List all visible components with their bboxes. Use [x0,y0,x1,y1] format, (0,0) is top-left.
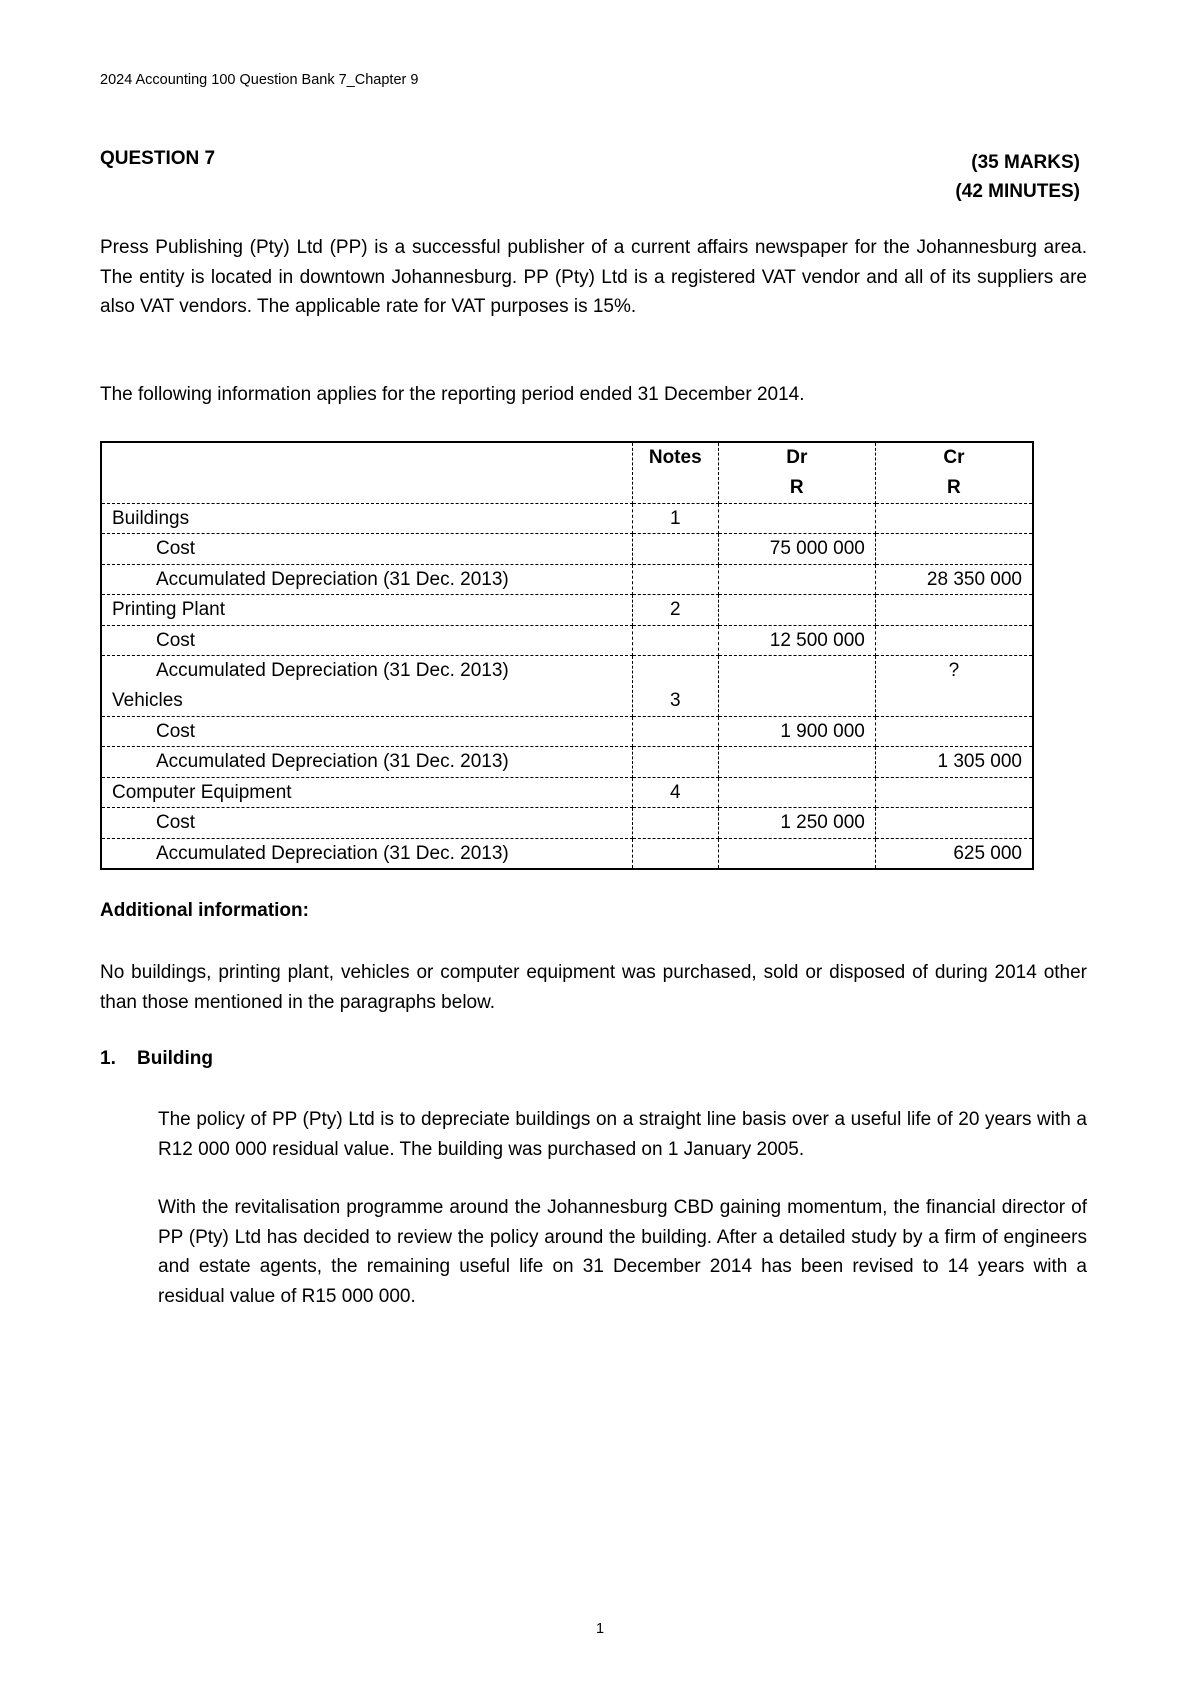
row-cr [875,777,1033,807]
building-revision-paragraph: With the revitalisation programme around the Johannesburg CBD gaining momentum, the financial director of PP (Pty) Ltd has decided to review the policy around the building. After a detailed study by a firm of engineers and estate agents, the remaining useful life on 31 December 2014 has been revised to 14 years with a residual value of R15 000 000. [158,1197,1087,1307]
row-dr: 1 250 000 [718,808,875,838]
row-dr [718,777,875,807]
reporting-period-paragraph: The following information applies for the reporting period ended 31 December 2014. [100,384,805,405]
section-heading-building [100,1048,213,1070]
row-dr [718,595,875,625]
row-label: Cost [101,717,632,747]
header-description [101,442,632,504]
row-notes [632,808,718,838]
row-dr [718,747,875,777]
table-row [101,777,1033,807]
row-cr [875,504,1033,534]
row-label: Accumulated Depreciation (31 Dec. 2013) [101,838,632,869]
row-label: Cost [101,808,632,838]
row-cr [875,717,1033,747]
trial-balance-table [100,441,1034,870]
row-label: Cost [101,534,632,564]
row-label: Accumulated Depreciation (31 Dec. 2013) [101,747,632,777]
row-dr: 1 900 000 [718,717,875,747]
row-notes: 2 [632,595,718,625]
section-number: 1. [100,1048,116,1069]
table-header-row [101,442,1033,504]
row-label: Cost [101,625,632,655]
row-dr [718,838,875,869]
row-cr: 28 350 000 [875,564,1033,594]
intro-paragraph: Press Publishing (Pty) Ltd (PP) is a successful publisher of a current affairs newspaper for the Johannesburg area. The entity is located in downtown Johannesburg. PP (Pty) Ltd is a registered VAT vendor and all of its suppliers are also VAT vendors. The applicable rate for VAT purposes is 15%. [100,237,1087,317]
row-cr: 625 000 [875,838,1033,869]
row-cr [875,534,1033,564]
table-row [101,504,1033,534]
row-notes: 1 [632,504,718,534]
row-cr: 1 305 000 [875,747,1033,777]
row-notes [632,747,718,777]
table-row [101,838,1033,869]
table-row [101,625,1033,655]
marks-block [955,148,1080,206]
row-notes [632,534,718,564]
row-notes [632,625,718,655]
row-dr [718,564,875,594]
minutes-label: (42 MINUTES) [955,181,1080,202]
table-row [101,656,1033,717]
question-title: QUESTION 7 [100,148,216,169]
table-row [101,534,1033,564]
row-label: Accumulated Depreciation (31 Dec. 2013) Vehicles [101,656,632,717]
row-notes [632,838,718,869]
additional-info-paragraph: No buildings, printing plant, vehicles or computer equipment was purchased, sold or disposed of during 2014 other than those mentioned in the paragraphs below. [100,962,1087,1013]
row-notes [632,564,718,594]
row-dr [718,656,875,717]
header-dr: Dr R [718,442,875,504]
header-notes: Notes [632,442,718,504]
page-header: 2024 Accounting 100 Question Bank 7_Chapter 9 [100,72,419,88]
row-label: Computer Equipment [101,777,632,807]
table-row [101,595,1033,625]
row-cr [875,625,1033,655]
row-cr: ? [875,656,1033,717]
row-dr [718,504,875,534]
row-dr: 75 000 000 [718,534,875,564]
row-notes: 4 [632,777,718,807]
row-label: Buildings [101,504,632,534]
header-cr: Cr R [875,442,1033,504]
table-row [101,747,1033,777]
row-cr [875,808,1033,838]
row-notes [632,717,718,747]
table-row [101,808,1033,838]
row-label: Printing Plant [101,595,632,625]
additional-info-heading: Additional information: [100,900,309,921]
table-row [101,717,1033,747]
section-title: Building [137,1048,213,1069]
row-cr [875,595,1033,625]
marks-label: (35 MARKS) [971,152,1080,173]
row-dr: 12 500 000 [718,625,875,655]
row-notes: 3 [632,656,718,717]
building-policy-paragraph: The policy of PP (Pty) Ltd is to depreciate buildings on a straight line basis over a useful life of 20 years with a R12 000 000 residual value. The building was purchased on 1 January 2005. [158,1109,1087,1160]
page-number: 1 [595,1621,605,1637]
table-row [101,564,1033,594]
row-label: Accumulated Depreciation (31 Dec. 2013) [101,564,632,594]
